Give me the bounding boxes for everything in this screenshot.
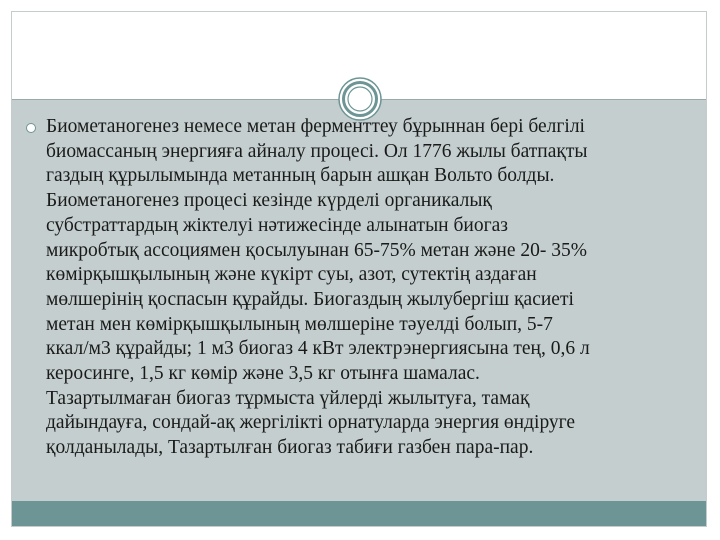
paragraph-line: Биометаногенез процесі кезінде күрделі органикалық xyxy=(46,190,492,212)
paragraph-line: метан мен көмірқышқылының мөлшеріне тәуелді болып, 5-7 xyxy=(46,313,553,335)
paragraph-line: Биометаногенез немесе метан ферменттеу бұрыннан бері белгілі xyxy=(46,116,585,137)
bullet-paragraph xyxy=(26,115,700,461)
paragraph-line: газдың құрылымында метанның барын ашқан Вольто болды. xyxy=(46,165,555,187)
paragraph-lines xyxy=(46,115,700,461)
body-text xyxy=(26,115,700,461)
paragraph-line: микробтық ассоциямен қосылуынан 65-75% метан және 20- 35% xyxy=(46,239,587,261)
paragraph-line: субстраттардың жіктелуі нәтижесінде алынатын биогаз xyxy=(46,214,508,236)
paragraph-line: көмірқышқылының және күкірт суы, азот, сутектің аздаған xyxy=(46,264,537,286)
paragraph-line: Тазартылмаған биогаз тұрмыста үйлерді жылытуға, тамақ xyxy=(46,387,530,409)
footer-band xyxy=(12,501,706,526)
paragraph-line: дайындауға, сондай-ақ жергілікті орнатуларда энергия өндіруге xyxy=(46,412,576,434)
paragraph-line: керосинге, 1,5 кг көмір және 3,5 кг отынға шамалас. xyxy=(46,363,480,385)
circle-bullet-icon xyxy=(26,123,36,133)
paragraph-line: биомассаның энергияға айналу процесі. Ол 1776 жылы батпақты xyxy=(46,140,588,162)
paragraph-line: ккал/м3 құрайды; 1 м3 биогаз 4 кВт электрэнергиясына тең, 0,6 л xyxy=(46,338,590,360)
paragraph-line: қолданылады, Тазартылған биогаз табиғи газбен пара-пар. xyxy=(46,437,534,459)
paragraph-line: мөлшерінің қоспасын құрайды. Биогаздың жылубергіш қасиеті xyxy=(46,288,574,310)
